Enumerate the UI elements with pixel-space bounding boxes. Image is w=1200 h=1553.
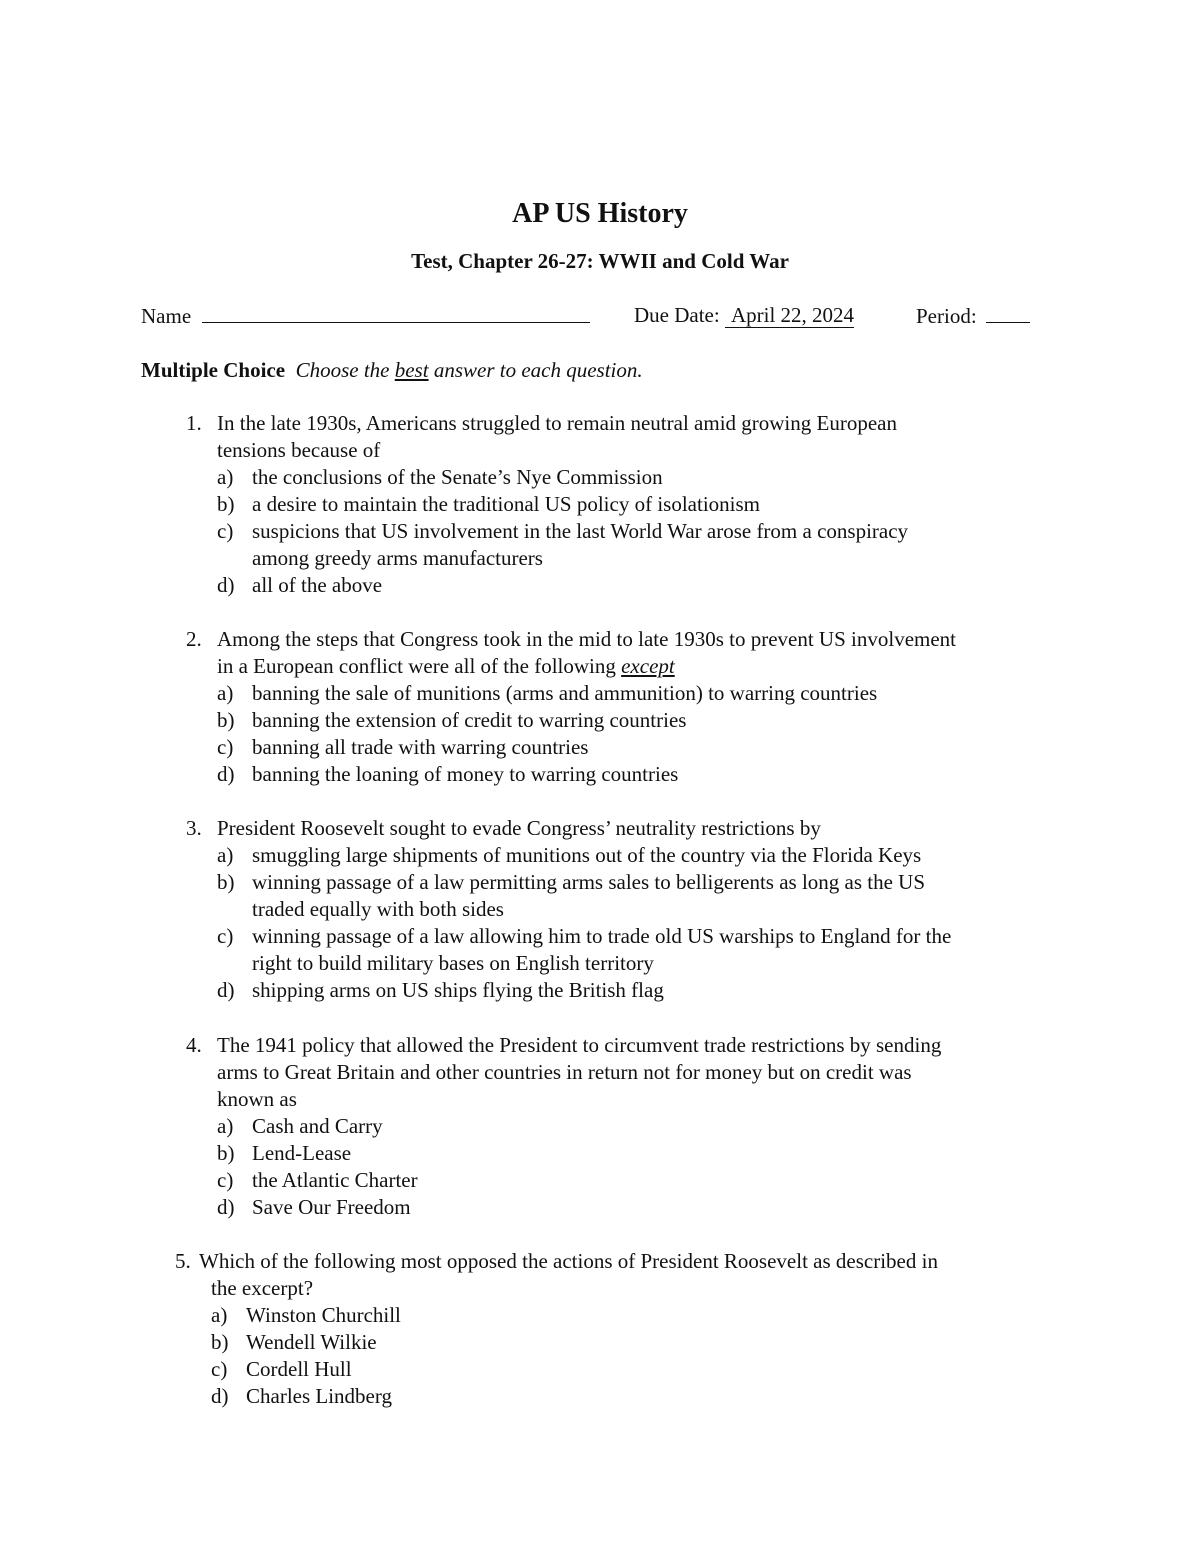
question-stem-text: Which of the following most opposed the actions of President Roosevelt as described in xyxy=(199,1249,938,1273)
option-letter: c) xyxy=(217,735,234,759)
option-letter: a) xyxy=(217,1114,234,1138)
option-text: smuggling large shipments of munitions out of the country via the Florida Keys xyxy=(252,843,922,867)
option-letter: b) xyxy=(217,708,235,732)
due-date-row xyxy=(634,302,854,329)
option-text: Cash and Carry xyxy=(252,1114,383,1138)
option-letter: d) xyxy=(217,762,235,786)
option-letter: c) xyxy=(217,1168,234,1192)
question-stem-text: Among the steps that Congress took in the mid to late 1930s to prevent US involvement xyxy=(217,627,956,651)
question-stem-text: President Roosevelt sought to evade Congress’ neutrality restrictions by xyxy=(217,816,821,840)
option-text: Cordell Hull xyxy=(246,1357,352,1381)
question-stem-text: tensions because of xyxy=(217,438,381,462)
option-text: a desire to maintain the traditional US policy of isolationism xyxy=(252,492,760,516)
due-date-label: Due Date: xyxy=(634,303,720,327)
option-letter: c) xyxy=(217,924,234,948)
question-stem-text: the excerpt? xyxy=(211,1276,314,1300)
period-row xyxy=(916,302,1030,330)
option-text: traded equally with both sides xyxy=(252,897,504,921)
option-text: banning the sale of munitions (arms and ammunition) to warring countries xyxy=(252,681,878,705)
option-text: Wendell Wilkie xyxy=(246,1330,377,1354)
option-letter: d) xyxy=(211,1384,229,1408)
option-text: banning the loaning of money to warring countries xyxy=(252,762,679,786)
option-letter: a) xyxy=(217,681,234,705)
page-title: AP US History xyxy=(512,198,688,229)
option-letter: d) xyxy=(217,1195,235,1219)
option-text: among greedy arms manufacturers xyxy=(252,546,543,570)
option-text: all of the above xyxy=(252,573,383,597)
question-number: 2. xyxy=(186,627,202,651)
question-number: 1. xyxy=(186,411,202,435)
question-stem-line xyxy=(217,437,380,464)
period-label: Period: xyxy=(916,304,977,328)
option-letter: a) xyxy=(211,1303,228,1327)
option-text: Charles Lindberg xyxy=(246,1384,392,1408)
instructions-pre: Choose the xyxy=(295,358,390,382)
option-text: winning passage of a law allowing him to trade old US warships to England for the xyxy=(252,924,952,948)
option-letter: b) xyxy=(217,492,235,516)
option-letter: b) xyxy=(217,870,235,894)
option-letter: b) xyxy=(217,1141,235,1165)
option-letter: d) xyxy=(217,978,235,1002)
period-field[interactable] xyxy=(986,302,1030,323)
instructions-emphasis: best xyxy=(394,358,429,382)
option-text: the Atlantic Charter xyxy=(252,1168,418,1192)
question-stem-text: In the late 1930s, Americans struggled to remain neutral amid growing European xyxy=(217,411,897,435)
question-stem-line xyxy=(217,815,821,842)
option-text: winning passage of a law permitting arms sales to belligerents as long as the US xyxy=(252,870,926,894)
question-stem-line xyxy=(217,1032,941,1059)
question-number: 5. xyxy=(175,1249,191,1273)
instructions-post: answer to each question. xyxy=(433,358,643,382)
option-letter: a) xyxy=(217,843,234,867)
section-heading: Multiple Choice xyxy=(141,358,286,382)
question-stem-text: arms to Great Britain and other countries in return not for money but on credit was xyxy=(217,1060,912,1084)
question-stem-text: in a European conflict were all of the following xyxy=(217,654,616,678)
option-letter: b) xyxy=(211,1330,229,1354)
question-stem-line xyxy=(217,1086,297,1113)
page-subtitle: Test, Chapter 26-27: WWII and Cold War xyxy=(411,249,789,273)
name-row xyxy=(141,302,590,330)
question-stem-line xyxy=(217,653,675,680)
option-text: Lend-Lease xyxy=(252,1141,352,1165)
question-stem-text: known as xyxy=(217,1087,297,1111)
question-stem-line xyxy=(217,1059,912,1086)
option-text: right to build military bases on English territory xyxy=(252,951,654,975)
option-text: Winston Churchill xyxy=(246,1303,401,1327)
question-stem-line xyxy=(217,410,897,437)
option-letter: c) xyxy=(211,1357,228,1381)
question-number: 4. xyxy=(186,1033,202,1057)
question-number: 3. xyxy=(186,816,202,840)
question-emphasis: except xyxy=(621,654,675,678)
instructions xyxy=(141,357,643,384)
option-text: banning the extension of credit to warring countries xyxy=(252,708,687,732)
due-date-value: April 22, 2024 xyxy=(725,303,854,328)
question-stem-line xyxy=(199,1248,938,1275)
option-text: shipping arms on US ships flying the British flag xyxy=(252,978,664,1002)
name-field[interactable] xyxy=(202,302,590,323)
option-letter: d) xyxy=(217,573,235,597)
option-letter: c) xyxy=(217,519,234,543)
option-text: the conclusions of the Senate’s Nye Commission xyxy=(252,465,663,489)
question-stem-line xyxy=(217,626,956,653)
option-text: banning all trade with warring countries xyxy=(252,735,589,759)
question-stem-line xyxy=(211,1275,313,1302)
question-stem-text: The 1941 policy that allowed the President to circumvent trade restrictions by sending xyxy=(217,1033,942,1057)
name-label: Name xyxy=(141,304,192,328)
option-letter: a) xyxy=(217,465,234,489)
option-text: Save Our Freedom xyxy=(252,1195,411,1219)
option-text: suspicions that US involvement in the last World War arose from a conspiracy xyxy=(252,519,909,543)
